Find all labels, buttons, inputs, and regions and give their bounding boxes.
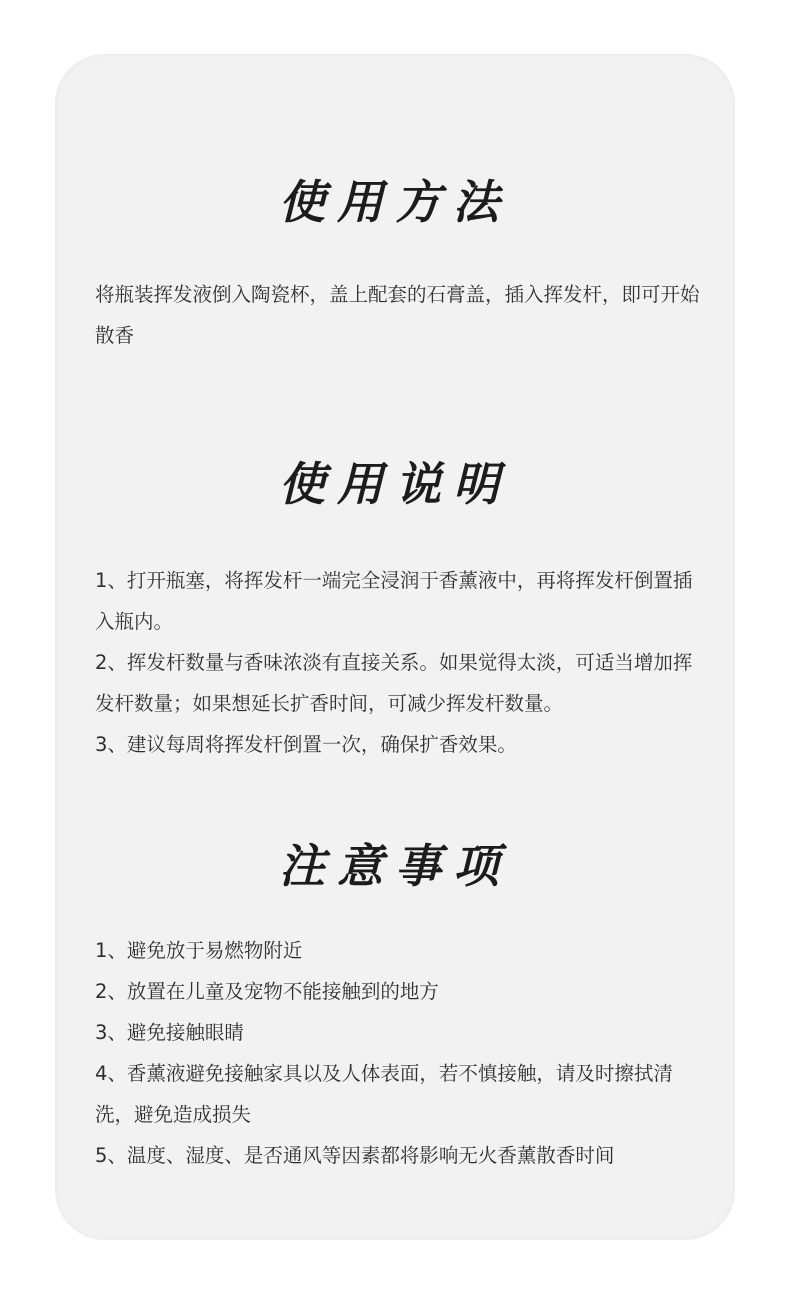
precautions-title: 注意事项 — [279, 839, 511, 893]
instructions-card — [55, 54, 735, 1240]
precautions-list — [95, 930, 705, 1176]
list-item: 1、避免放于易燃物附近 — [95, 939, 303, 962]
list-item: 3、避免接触眼睛 — [95, 1021, 244, 1044]
list-item: 5、温度、湿度、是否通风等因素都将影响无火香薰散香时间 — [95, 1144, 615, 1167]
list-item: 2、放置在儿童及宠物不能接触到的地方 — [95, 980, 439, 1003]
list-item: 2、挥发杆数量与香味浓淡有直接关系。如果觉得太淡，可适当增加挥发杆数量；如果想延长扩香时间，可减少挥发杆数量。 — [95, 651, 693, 715]
list-item: 4、香薰液避免接触家具以及人体表面，若不慎接触，请及时擦拭清洗，避免造成损失 — [95, 1062, 673, 1126]
usage-instructions-title: 使用说明 — [279, 457, 511, 511]
usage-instructions-list — [95, 560, 705, 765]
usage-method-text: 将瓶装挥发液倒入陶瓷杯，盖上配套的石膏盖，插入挥发杆，即可开始散香 — [95, 283, 700, 347]
list-item: 3、建议每周将挥发杆倒置一次，确保扩香效果。 — [95, 733, 517, 756]
usage-method-body — [95, 274, 705, 356]
list-item: 1、打开瓶塞，将挥发杆一端完全浸润于香薰液中，再将挥发杆倒置插入瓶内。 — [95, 569, 693, 633]
usage-method-title: 使用方法 — [279, 175, 511, 229]
